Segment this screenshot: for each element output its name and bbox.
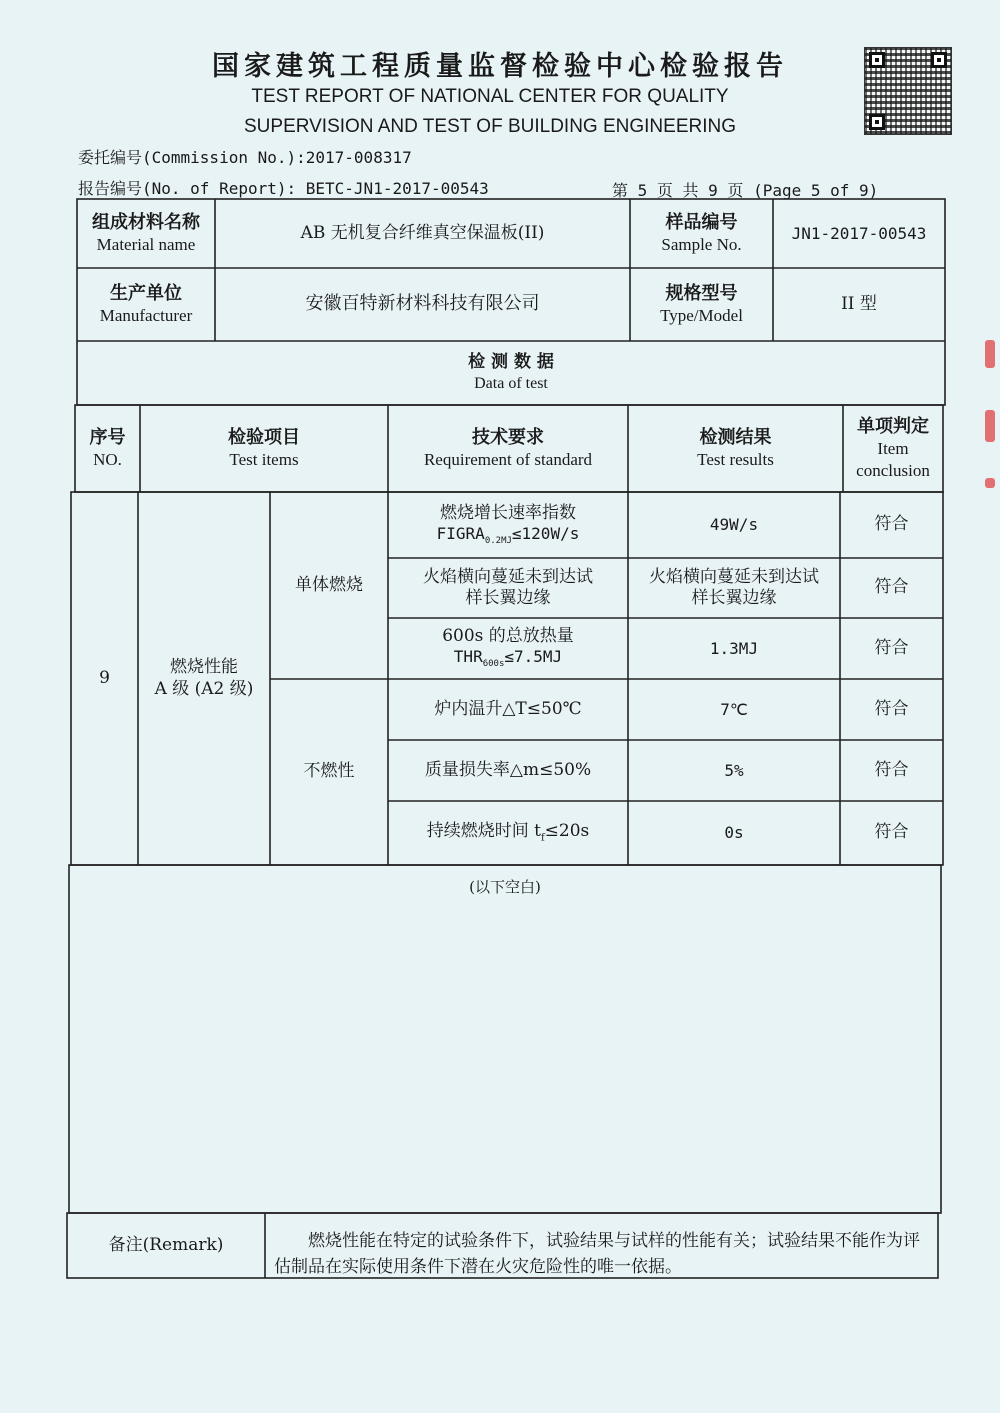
table-row-result: 49W/s <box>709 515 759 534</box>
remark-text: 燃烧性能在特定的试验条件下，试验结果与试样的性能有关；试验结果不能作为评估制品在实际使用条件下潜在火灾危险性的唯一依据。 <box>274 1231 920 1277</box>
table-row-requirement: 600s 的总放热量 $THR_{600s}\le 7.5MJ$ <box>442 626 574 670</box>
remark-label: 备注(Remark) <box>108 1234 224 1255</box>
table-row-conclusion: 符合 <box>874 514 909 535</box>
report-title-en-line2: SUPERVISION AND TEST OF BUILDING ENGINEERING <box>244 116 736 137</box>
table-row-result: 7℃ <box>720 699 748 719</box>
column-header-no: 序号 NO. <box>89 426 126 470</box>
type-model-label: 规格型号 Type/Model <box>660 282 743 326</box>
blank-below-note: (以下空白) <box>469 877 541 896</box>
table-row-result: 火焰横向蔓延未到达试 样长翼边缘 <box>649 566 819 608</box>
sample-no-label: 样品编号 Sample No. <box>661 211 742 255</box>
table-row-requirement: 燃烧增长速率指数 $FIGRA_{0.2MJ}\le 120W/s$ <box>436 502 580 547</box>
table-row-requirement: 质量损失率△m≤50% <box>424 759 592 780</box>
table-row-conclusion: 符合 <box>874 577 909 598</box>
sample-no-value: JN1-2017-00543 <box>791 223 927 243</box>
section-heading: 检 测 数 据 Data of test <box>468 352 554 392</box>
manufacturer-label: 生产单位 Manufacturer <box>99 282 193 326</box>
table-row-result: 0s <box>724 823 744 842</box>
table-row-result: 1.3MJ <box>709 638 759 658</box>
subgroup-single-burning: 单体燃烧 <box>295 574 363 595</box>
table-row-conclusion: 符合 <box>874 698 909 719</box>
report-number: 报告编号(No. of Report): BETC-JN1-2017-00543 <box>78 179 489 198</box>
column-header-results: 检测结果 Test results <box>697 426 774 470</box>
table-row-conclusion: 符合 <box>874 822 909 843</box>
report-title-cn: 国家建筑工程质量监督检验中心检验报告 <box>212 51 788 82</box>
table-row-conclusion: 符合 <box>874 759 909 780</box>
material-name-label: 组成材料名称 Material name <box>92 211 200 255</box>
material-name-value: AB 无机复合纤维真空保温板(II) <box>300 222 545 243</box>
column-header-conclusion: 单项判定 Item conclusion <box>856 415 930 481</box>
commission-number: 委托编号(Commission No.):2017-008317 <box>78 148 412 167</box>
column-header-requirement: 技术要求 Requirement of standard <box>423 426 593 470</box>
subgroup-non-combustibility: 不燃性 <box>303 761 355 782</box>
red-stamp-mark <box>985 478 995 488</box>
report-title-en-line1: TEST REPORT OF NATIONAL CENTER FOR QUALITY <box>251 86 729 107</box>
type-model-value: II 型 <box>841 293 877 314</box>
manufacturer-value: 安徽百特新材料科技有限公司 <box>305 293 540 315</box>
table-row-requirement: 炉内温升△T≤50℃ <box>434 698 582 719</box>
column-header-test-items: 检验项目 Test items <box>228 426 300 470</box>
red-stamp-mark <box>985 340 995 368</box>
group-number: 9 <box>99 667 110 688</box>
table-row-result: 5% <box>724 760 744 780</box>
red-stamp-mark <box>985 410 995 442</box>
table-row-conclusion: 符合 <box>874 637 909 658</box>
table-row-requirement: 火焰横向蔓延未到达试 样长翼边缘 <box>423 566 593 608</box>
group-name: 燃烧性能 A 级 (A2 级) <box>154 657 254 699</box>
qr-code <box>864 47 952 135</box>
table-row-requirement: 持续燃烧时间 $t_f\le 20s$ <box>426 821 590 844</box>
page-indicator: 第 5 页 共 9 页 (Page 5 of 9) <box>612 181 879 200</box>
